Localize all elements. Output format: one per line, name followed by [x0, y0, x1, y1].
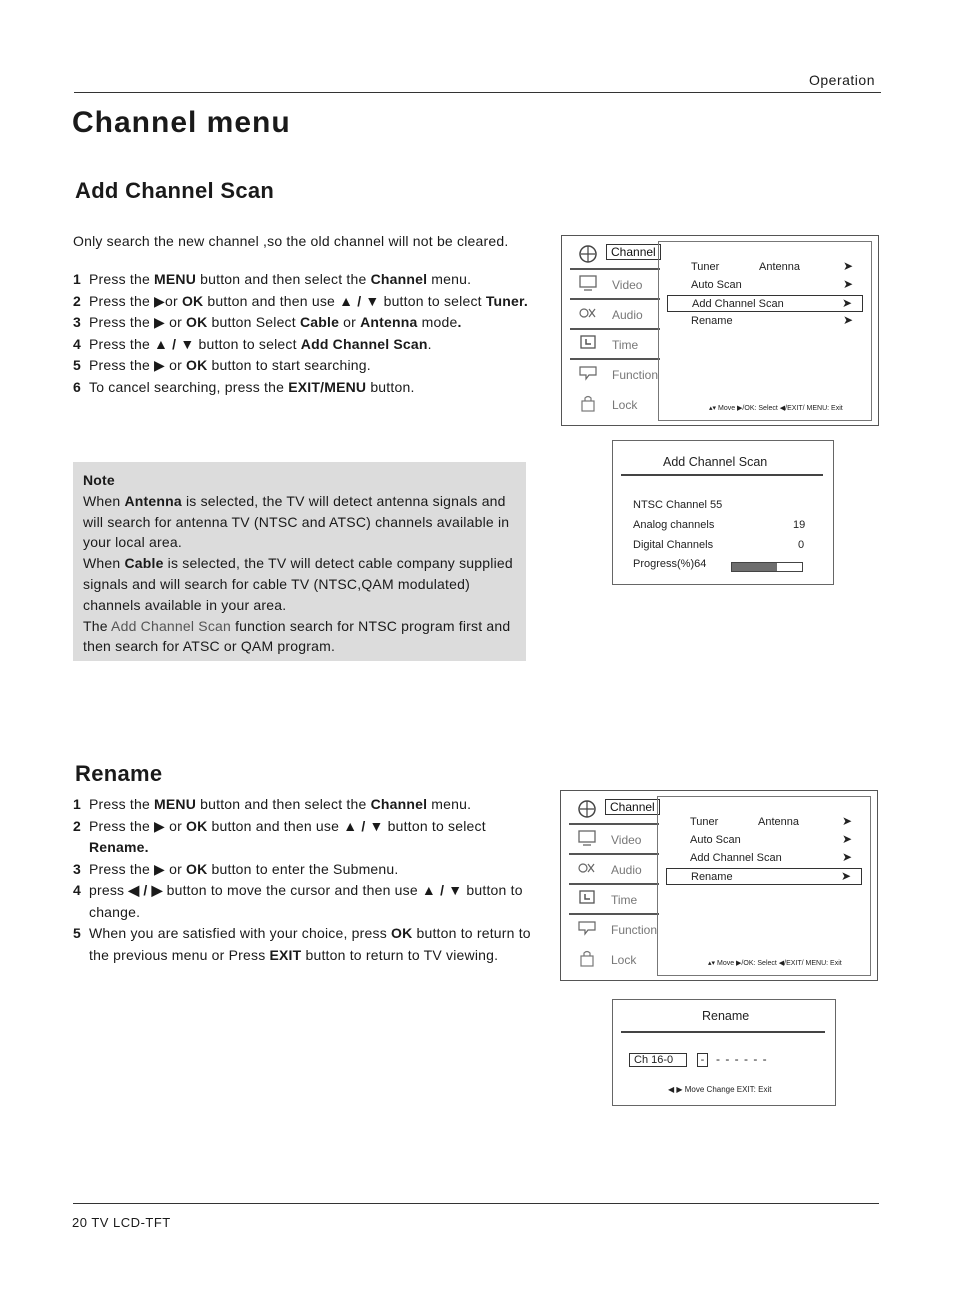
arrow-right-icon: ➤ — [840, 869, 851, 883]
arrow-right-icon: ➤ — [842, 259, 853, 273]
menu-item-label: Tuner — [690, 816, 719, 828]
step-item — [73, 923, 533, 966]
rename-field[interactable]: Ch 16-0 — [629, 1053, 687, 1067]
rename-heading: Rename — [75, 761, 163, 786]
rename-menu-osd — [560, 790, 878, 981]
rename-dialog-title: Rename — [702, 1009, 750, 1023]
note-antenna-text: When Antenna is selected, the TV will detect antenna signals and will search for antenna TV (NTSC and ATSC) channels available in your local area. — [83, 492, 510, 551]
menu-item-label: Rename — [691, 315, 733, 327]
channel-icon — [577, 799, 597, 817]
audio-icon — [578, 304, 598, 322]
sidebar-item-lock[interactable] — [568, 390, 656, 420]
rename-help: ◀ ▶ Move Change EXIT: Exit — [668, 1085, 772, 1094]
arrow-right-icon: ➤ — [841, 296, 852, 310]
note-box — [73, 462, 526, 661]
step-number: 1 — [73, 796, 81, 812]
step-number: 4 — [73, 335, 81, 352]
lock-icon — [577, 949, 597, 967]
digital-channels-value: 0 — [798, 539, 805, 551]
step-text: Press the ▶ or OK button to enter the Submenu. — [89, 860, 399, 877]
step-text: press ◀ / ▶ button to move the cursor and then use ▲ / ▼ button to change. — [89, 882, 523, 920]
arrow-right-icon: ➤ — [842, 313, 853, 327]
add-scan-steps — [73, 269, 533, 398]
dialog-divider — [621, 1031, 825, 1033]
step-number: 5 — [73, 925, 81, 941]
page-footer: 20 TV LCD-TFT — [72, 1215, 171, 1230]
progress-label: Progress(%)64 — [633, 558, 707, 570]
step-item — [73, 312, 533, 334]
sidebar-item-channel[interactable] — [567, 795, 655, 825]
time-icon — [577, 889, 597, 907]
step-item — [73, 334, 533, 356]
menu-item-add-channel-scan[interactable] — [666, 850, 862, 867]
sidebar-item-label: Channel — [605, 799, 660, 815]
menu-item-tuner[interactable] — [666, 814, 862, 831]
add-scan-intro: Only search the new channel ,so the old channel will not be cleared. — [73, 233, 509, 249]
up-down-icon: ▴▾ — [708, 960, 717, 967]
step-number: 5 — [73, 357, 81, 373]
ntsc-channel-label: NTSC Channel 55 — [633, 499, 723, 511]
sidebar-item-label: Function — [611, 923, 658, 937]
menu-panel — [657, 796, 871, 976]
step-item — [73, 880, 533, 923]
step-number: 3 — [73, 860, 81, 877]
sidebar-item-label: Channel — [606, 244, 661, 260]
progress-fill — [732, 563, 777, 571]
progress-bar — [731, 562, 803, 572]
sidebar-item-lock[interactable] — [567, 945, 655, 975]
arrow-right-icon: ➤ — [842, 277, 853, 291]
rename-steps — [73, 794, 533, 966]
video-icon — [578, 274, 598, 292]
up-down-icon: ▴▾ — [709, 405, 718, 412]
rename-cursor[interactable]: - — [697, 1053, 708, 1067]
step-number: 4 — [73, 882, 81, 898]
sidebar-item-audio[interactable] — [567, 855, 655, 885]
add-scan-heading: Add Channel Scan — [75, 178, 275, 203]
step-number: 3 — [73, 314, 81, 330]
menu-item-tuner[interactable] — [667, 259, 863, 276]
sidebar-item-label: Video — [612, 278, 643, 292]
page-title: Channel menu — [72, 106, 291, 139]
menu-item-label: Add Channel Scan — [690, 852, 782, 864]
add-scan-dialog-title: Add Channel Scan — [663, 455, 768, 469]
menu-item-value: Antenna — [759, 261, 800, 273]
dialog-divider — [621, 474, 823, 476]
rename-dialog — [612, 999, 836, 1106]
add-scan-dialog — [612, 440, 834, 585]
arrow-right-icon: ➤ — [841, 850, 852, 864]
osd-hint: ▴▾ Move ▶/OK: Select ◀/EXIT/ MENU: Exit — [709, 405, 843, 412]
note-cable-text: When Cable is selected, the TV will detect cable company supplied signals and will search for cable TV (NTSC,QAM modulated) channels available in your area. — [83, 555, 513, 613]
osd-hint: ▴▾ Move ▶/OK: Select ◀/EXIT/ MENU: Exit — [708, 960, 842, 967]
time-icon — [578, 334, 598, 352]
sidebar-item-function[interactable] — [568, 360, 659, 390]
sidebar-item-time[interactable] — [567, 885, 655, 915]
sidebar-item-audio[interactable] — [568, 300, 656, 330]
step-item — [73, 859, 533, 881]
menu-item-rename[interactable] — [666, 868, 862, 885]
menu-item-add-channel-scan[interactable] — [667, 295, 863, 312]
step-number: 1 — [73, 271, 81, 287]
sidebar-item-video[interactable] — [568, 270, 656, 300]
header-rule — [74, 92, 881, 93]
sidebar-item-label: Audio — [612, 308, 643, 322]
channel-icon — [578, 244, 598, 262]
sidebar-item-label: Lock — [612, 398, 638, 412]
channel-menu-osd — [561, 235, 879, 426]
menu-item-label: Rename — [691, 871, 733, 883]
digital-channels-label: Digital Channels — [633, 539, 714, 551]
analog-channels-value: 19 — [793, 519, 806, 531]
menu-panel — [658, 241, 872, 421]
menu-item-auto-scan[interactable] — [666, 832, 862, 849]
sidebar-item-label: Time — [612, 338, 639, 352]
step-text: Press the ▶ or OK button Select Cable or Antenna mode. — [89, 314, 462, 330]
note-order-text: The Add Channel Scan function search for NTSC program first and then search for ATSC or QAM program. — [83, 617, 511, 655]
rename-dashes: - - - - - - — [716, 1052, 768, 1066]
menu-item-label: Auto Scan — [690, 834, 741, 846]
step-number: 2 — [73, 817, 81, 834]
step-item — [73, 794, 533, 816]
menu-item-rename[interactable] — [667, 313, 863, 330]
sidebar-item-time[interactable] — [568, 330, 656, 360]
function-icon — [577, 919, 597, 937]
step-text: Press the MENU button and then select the Channel menu. — [89, 796, 472, 812]
menu-item-value: Antenna — [758, 816, 799, 828]
step-text: Press the ▶or OK button and then use ▲ / ▼ button to select Tuner. — [89, 292, 529, 309]
section-label: Operation — [809, 72, 875, 88]
menu-item-auto-scan[interactable] — [667, 277, 863, 294]
footer-rule — [73, 1203, 879, 1204]
sidebar-item-channel[interactable] — [568, 240, 656, 270]
step-item — [73, 377, 533, 399]
sidebar-item-label: Function — [612, 368, 659, 382]
analog-channels-label: Analog channels — [633, 519, 715, 531]
step-text: To cancel searching, press the EXIT/MENU button. — [89, 378, 415, 395]
menu-item-label: Auto Scan — [691, 279, 742, 291]
function-icon — [578, 364, 598, 382]
menu-item-label: Tuner — [691, 261, 720, 273]
audio-icon — [577, 859, 597, 877]
arrow-right-icon: ➤ — [841, 814, 852, 828]
step-item — [73, 269, 533, 291]
video-icon — [577, 829, 597, 847]
sidebar-item-video[interactable] — [567, 825, 655, 855]
sidebar-item-label: Lock — [611, 953, 637, 967]
sidebar-item-label: Audio — [611, 863, 642, 877]
step-item — [73, 291, 533, 313]
step-number: 6 — [73, 378, 81, 395]
note-label: Note — [83, 472, 115, 488]
lock-icon — [578, 394, 598, 412]
step-item — [73, 355, 533, 377]
step-text: Press the MENU button and then select the Channel menu. — [89, 271, 472, 287]
step-item — [73, 816, 533, 859]
step-text: Press the ▲ / ▼ button to select Add Channel Scan. — [89, 335, 432, 352]
sidebar-item-label: Time — [611, 893, 638, 907]
sidebar-item-function[interactable] — [567, 915, 658, 945]
step-text: When you are satisfied with your choice, press OK button to return to the previous menu or Press EXIT button to return to TV viewing. — [89, 925, 531, 963]
step-text: Press the ▶ or OK button and then use ▲ / ▼ button to select Rename. — [89, 817, 486, 855]
step-number: 2 — [73, 292, 81, 309]
menu-item-label: Add Channel Scan — [692, 298, 784, 310]
sidebar-item-label: Video — [611, 833, 642, 847]
step-text: Press the ▶ or OK button to start searching. — [89, 357, 371, 373]
arrow-right-icon: ➤ — [841, 832, 852, 846]
